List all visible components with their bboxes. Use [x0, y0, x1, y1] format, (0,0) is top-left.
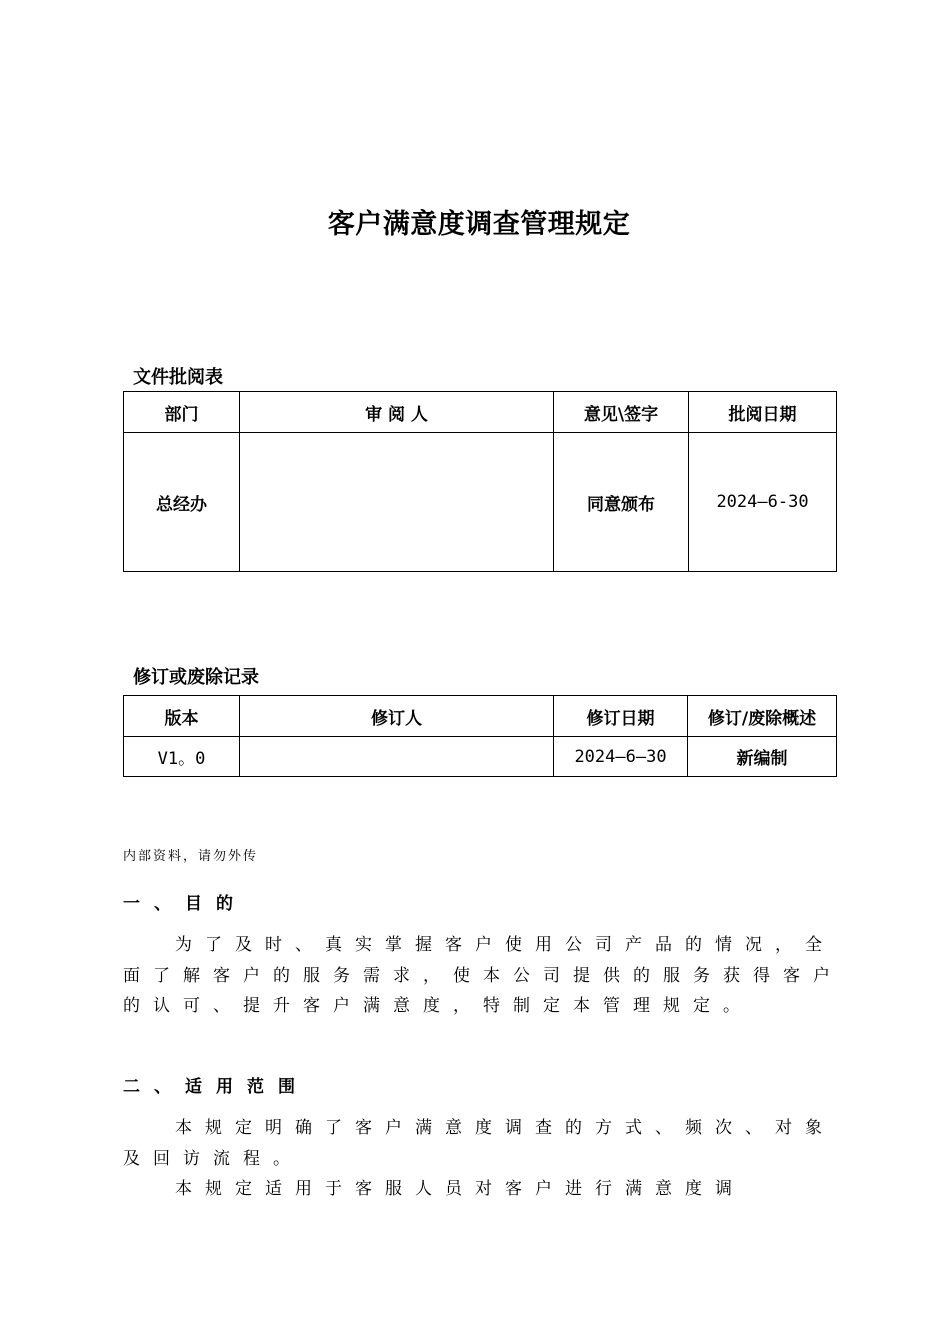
- revision-table: [123, 695, 837, 777]
- header-review-date: 批阅日期: [689, 392, 837, 433]
- header-revision-summary: 修订/废除概述: [688, 696, 837, 737]
- section-paragraph-scope-2: 本规定适用于客服人员对客户进行满意度调: [175, 1179, 745, 1199]
- cell-revision-date: 2024—6—30: [554, 737, 688, 777]
- header-reviser: 修订人: [240, 696, 554, 737]
- approval-table: [123, 391, 837, 572]
- document-title: 客户满意度调查管理规定: [327, 209, 631, 240]
- cell-review-date: 2024—6-30: [689, 433, 837, 572]
- revision-table-caption: 修订或废除记录: [133, 667, 259, 688]
- header-opinion-signature: 意见\签字: [554, 392, 689, 433]
- cell-opinion: 同意颁布: [554, 433, 689, 572]
- approval-header-row: [124, 392, 837, 433]
- cell-department: 总经办: [124, 433, 240, 572]
- revision-row: [124, 737, 837, 777]
- approval-table-caption: 文件批阅表: [133, 367, 223, 388]
- cell-reviewer: [240, 433, 554, 572]
- header-department: 部门: [124, 392, 240, 433]
- revision-header-row: [124, 696, 837, 737]
- section-paragraph-purpose: 为了及时、真实掌握客户使用公司产品的情况，全面了解客户的服务需求，使本公司提供的服务获得客户的认可、提升客户满意度，特制定本管理规定。: [123, 935, 843, 1016]
- cell-version: V1。0: [124, 737, 240, 777]
- header-revision-date: 修订日期: [554, 696, 688, 737]
- approval-row: [124, 433, 837, 572]
- cell-revision-summary: 新编制: [688, 737, 837, 777]
- section-paragraph-scope-1: 本规定明确了客户满意度调查的方式、频次、对象及回访流程。: [123, 1118, 835, 1169]
- internal-note: 内部资料，请勿外传: [123, 849, 259, 864]
- header-version: 版本: [124, 696, 240, 737]
- header-reviewer: 审 阅 人: [240, 392, 554, 433]
- cell-reviser: [240, 737, 554, 777]
- section-heading-scope: 二、适用范围: [123, 1077, 309, 1097]
- section-heading-purpose: 一、目的: [123, 894, 247, 914]
